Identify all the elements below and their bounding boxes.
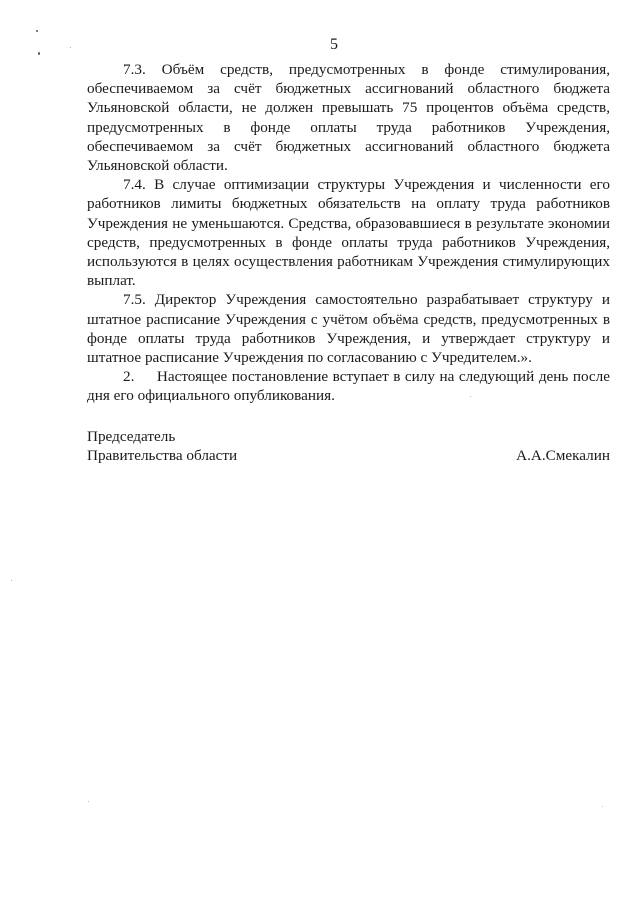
page-number: 5 (330, 36, 338, 53)
paragraph-7-4: 7.4. В случае оптимизации структуры Учреждения и численности его работников лимиты бюджетных обязательств на оплату труда работников Учреждения не уменьшаются. Средства, образовавшиеся в результате экономии средств, предусмотренных в фонде оплаты труда работников Учреждения, используются в целях осуществления работникам Учреждения стимулирующих выплат. (87, 176, 610, 290)
signer-title-line2: Правительства области (87, 447, 238, 465)
paragraph-2: 2. Настоящее постановление вступает в силу на следующий день после дня его официального опубликования. (87, 368, 614, 405)
scan-speck (36, 30, 38, 32)
document-body (87, 60, 614, 406)
scan-speck (38, 52, 40, 55)
signer-title-line1: Председатель (87, 428, 176, 445)
signer-name: А.А.Смекалин (516, 447, 610, 464)
paragraph-7-5: 7.5. Директор Учреждения самостоятельно разрабатывает структуру и штатное расписание Учреждения с учётом объёма средств, предусмотренных в фонде оплаты труда работников Учреждения, и утверждает структуру и штатное расписание Учреждения по согласованию с Учредителем.». (87, 291, 610, 367)
signature-block (87, 427, 610, 465)
scan-speck (470, 396, 471, 397)
scan-speck (11, 580, 12, 581)
scan-speck (602, 806, 603, 807)
scan-speck (70, 47, 71, 48)
paragraph-7-3: 7.3. Объём средств, предусмотренных в фонде стимулирования, обеспечиваемом за счёт бюджетных ассигнований областного бюджета Ульяновской области, не должен превышать 75 процентов объёма средств, предусмотренных в фонде оплаты труда работников Учреждения, обеспечиваемом за счёт бюджетных ассигнований областного бюджета Ульяновской области. (87, 61, 610, 175)
scan-speck (88, 801, 89, 802)
